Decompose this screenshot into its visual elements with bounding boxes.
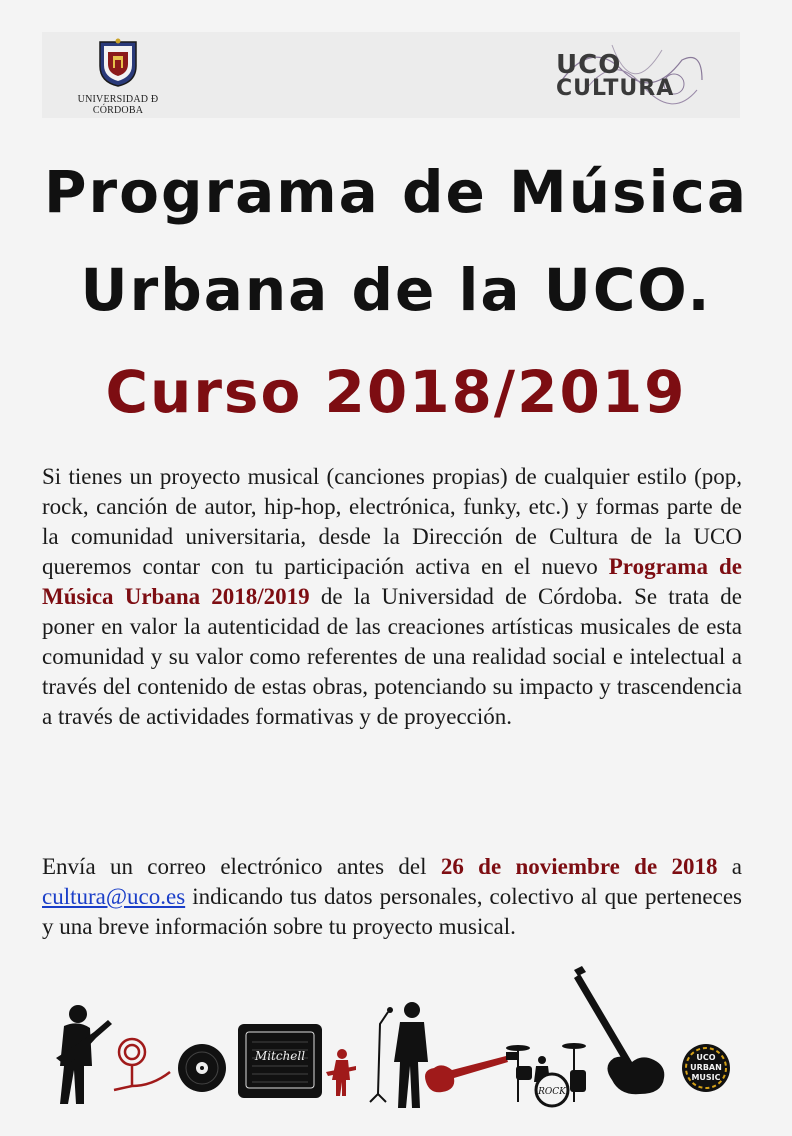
intro-text-after: de la Universidad de Córdoba. Se trata de poner en valor la autenticidad de las creaciones artísticas musicales de esta comunidad y su valor como referentes de una realidad social e intelectual a través del contenido de estas obras, potenciando su impacto y trascendencia a través de actividades formativas y de proyección.	[42, 584, 742, 729]
intro-text-before: Si tienes un proyecto musical (canciones propias) de cualquier estilo (pop, rock, canción de autor, hip-hop, electrónica, funky, etc.) y formas parte de la comunidad universitaria, desde la Dirección de Cultura de la UCO queremos contar con tu participación activa en el nuevo	[42, 464, 742, 579]
title-line-3: Curso 2018/2019	[105, 358, 687, 426]
cultura-logo-line2: CULTURA	[556, 76, 675, 101]
singer-with-mic-stand-icon	[370, 1002, 428, 1108]
instructions-text-middle: a	[717, 854, 743, 879]
microphone-red-icon	[114, 1039, 170, 1090]
uco-cultura-logo	[552, 40, 712, 106]
music-silhouettes-illustration	[42, 962, 752, 1112]
badge-line-1: UCO	[696, 1053, 716, 1062]
bass-guitar-icon	[574, 966, 664, 1094]
title-line-1: Programa de Música	[44, 158, 748, 226]
university-crest-icon	[96, 38, 140, 88]
intro-paragraph	[42, 462, 742, 732]
instructions-paragraph	[42, 852, 742, 942]
program-name-highlight: Programa de Música Urbana 2018/2019	[42, 554, 742, 609]
vinyl-record-icon	[178, 1044, 226, 1092]
guitarist-silhouette-icon	[56, 1005, 112, 1104]
drum-label: ROCK	[538, 1087, 566, 1097]
small-guitarist-icon	[326, 1049, 356, 1096]
amp-brand-label: Mitchell	[254, 1049, 306, 1063]
university-logo	[58, 38, 178, 114]
cultura-logo-line1: UCO	[556, 50, 622, 80]
badge-line-3: MUSIC	[691, 1073, 721, 1082]
uco-urban-music-badge	[682, 1044, 730, 1092]
instructions-text-after: indicando tus datos personales, colectivo al que perteneces y una breve información sobre tu proyecto musical.	[42, 884, 742, 939]
drum-kit-icon	[506, 1043, 586, 1106]
badge-line-2: URBAN	[690, 1063, 722, 1072]
deadline-highlight: 26 de noviembre de 2018	[440, 854, 718, 879]
instructions-text-before: Envía un correo electrónico antes del	[42, 854, 441, 879]
university-logo-text: UNIVERSIDAD Ð CÓRDOBA	[77, 94, 159, 116]
title-line-2: Urbana de la UCO.	[80, 256, 712, 324]
email-link[interactable]: cultura@uco.es	[42, 884, 186, 909]
amplifier-icon	[238, 1024, 322, 1098]
red-electric-guitar-icon	[425, 1052, 518, 1092]
